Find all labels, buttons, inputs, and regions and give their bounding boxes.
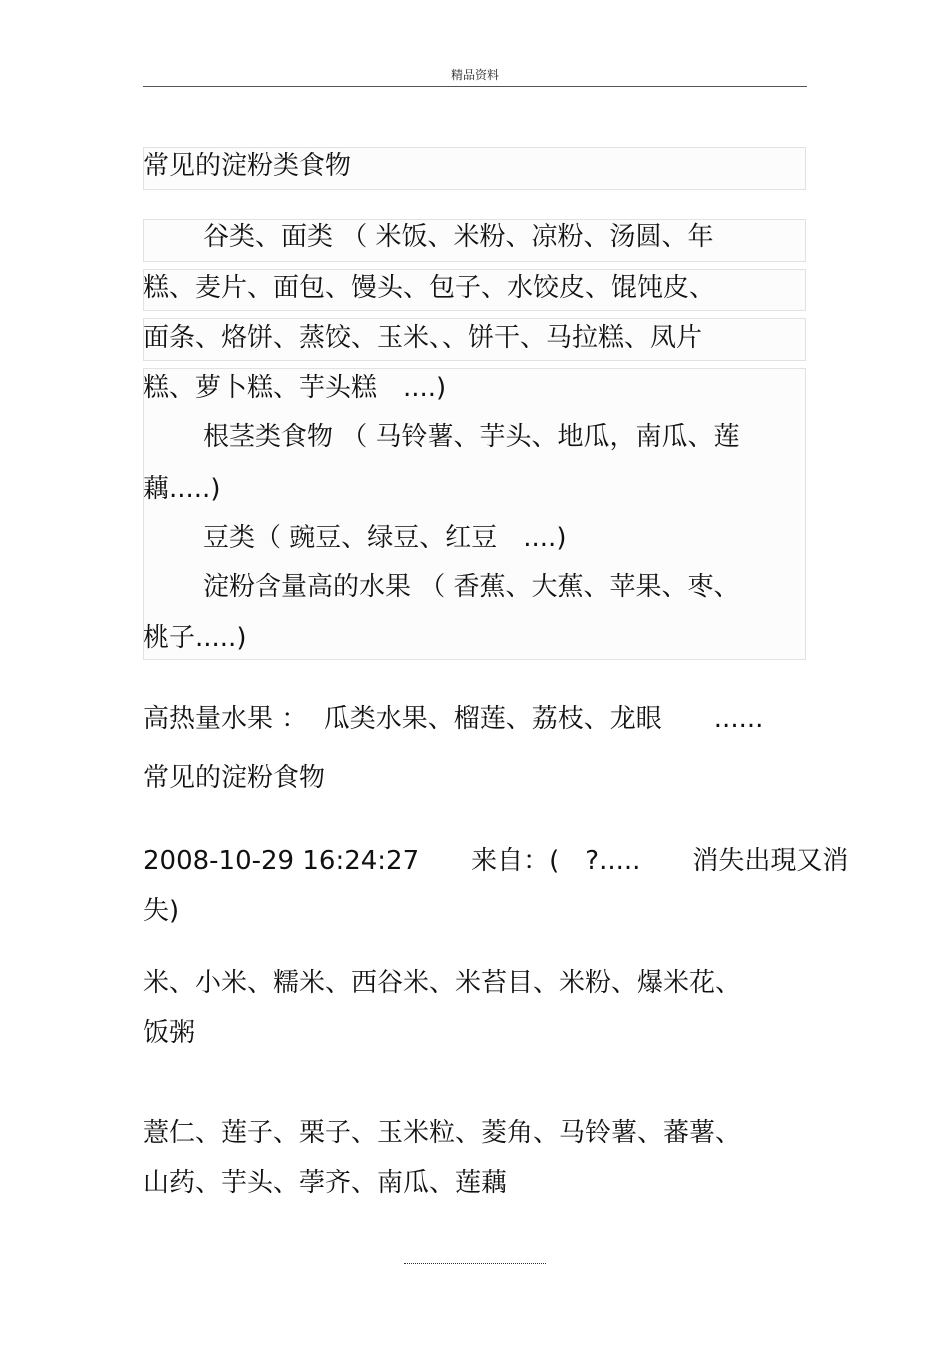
high-calorie-fruits: 高热量水果 ： 瓜类水果、榴莲、荔枝、龙眼 ......	[143, 704, 764, 734]
header-rule	[143, 86, 807, 87]
subtitle: 常见的淀粉食物	[143, 763, 326, 793]
roots2-line-1: 薏仁、莲子、栗子、玉米粒、菱角、马铃薯、蕃薯、	[143, 1118, 742, 1148]
beans-line-1: 豆类（ 豌豆、绿豆、红豆 ....)	[203, 523, 567, 553]
roots-line-1: 根茎类食物 （ 马铃薯、芋头、地瓜，南瓜、莲	[203, 422, 740, 452]
grains-line-2: 糕、麦片、面包、馒头、包子、水饺皮、馄饨皮、	[143, 273, 716, 303]
post-meta-line-2: 失)	[143, 896, 180, 926]
roots2-line-2: 山药、芋头、荸齐、南瓜、莲藕	[143, 1168, 508, 1198]
text-box-4	[143, 368, 806, 660]
section-title: 常见的淀粉类食物	[143, 151, 352, 181]
grains-line-3: 面条、烙饼、蒸饺、玉米、、饼干、马拉糕、凤片	[143, 323, 703, 353]
rice-line-1: 米、小米、糯米、西谷米、米苔目、米粉、爆米花、	[143, 968, 742, 998]
rice-line-2: 饭粥	[143, 1018, 196, 1048]
fruits-line-1: 淀粉含量高的水果 （ 香蕉、大蕉、苹果、枣、	[203, 572, 740, 602]
footer-dotted-rule	[404, 1263, 546, 1264]
grains-line-1: 谷类、面类 （ 米饭、米粉、凉粉、汤圆、年	[203, 222, 714, 252]
fruits-line-2: 桃子.....)	[143, 623, 247, 653]
page-header-label: 精品资料	[450, 68, 499, 82]
post-meta-line-1: 2008-10-29 16:24:27 来自：( ?..... 消失出現又消	[143, 846, 849, 876]
roots-line-2: 藕.....)	[143, 474, 221, 504]
grains-line-4: 糕、萝卜糕、芋头糕 ....)	[143, 373, 447, 403]
